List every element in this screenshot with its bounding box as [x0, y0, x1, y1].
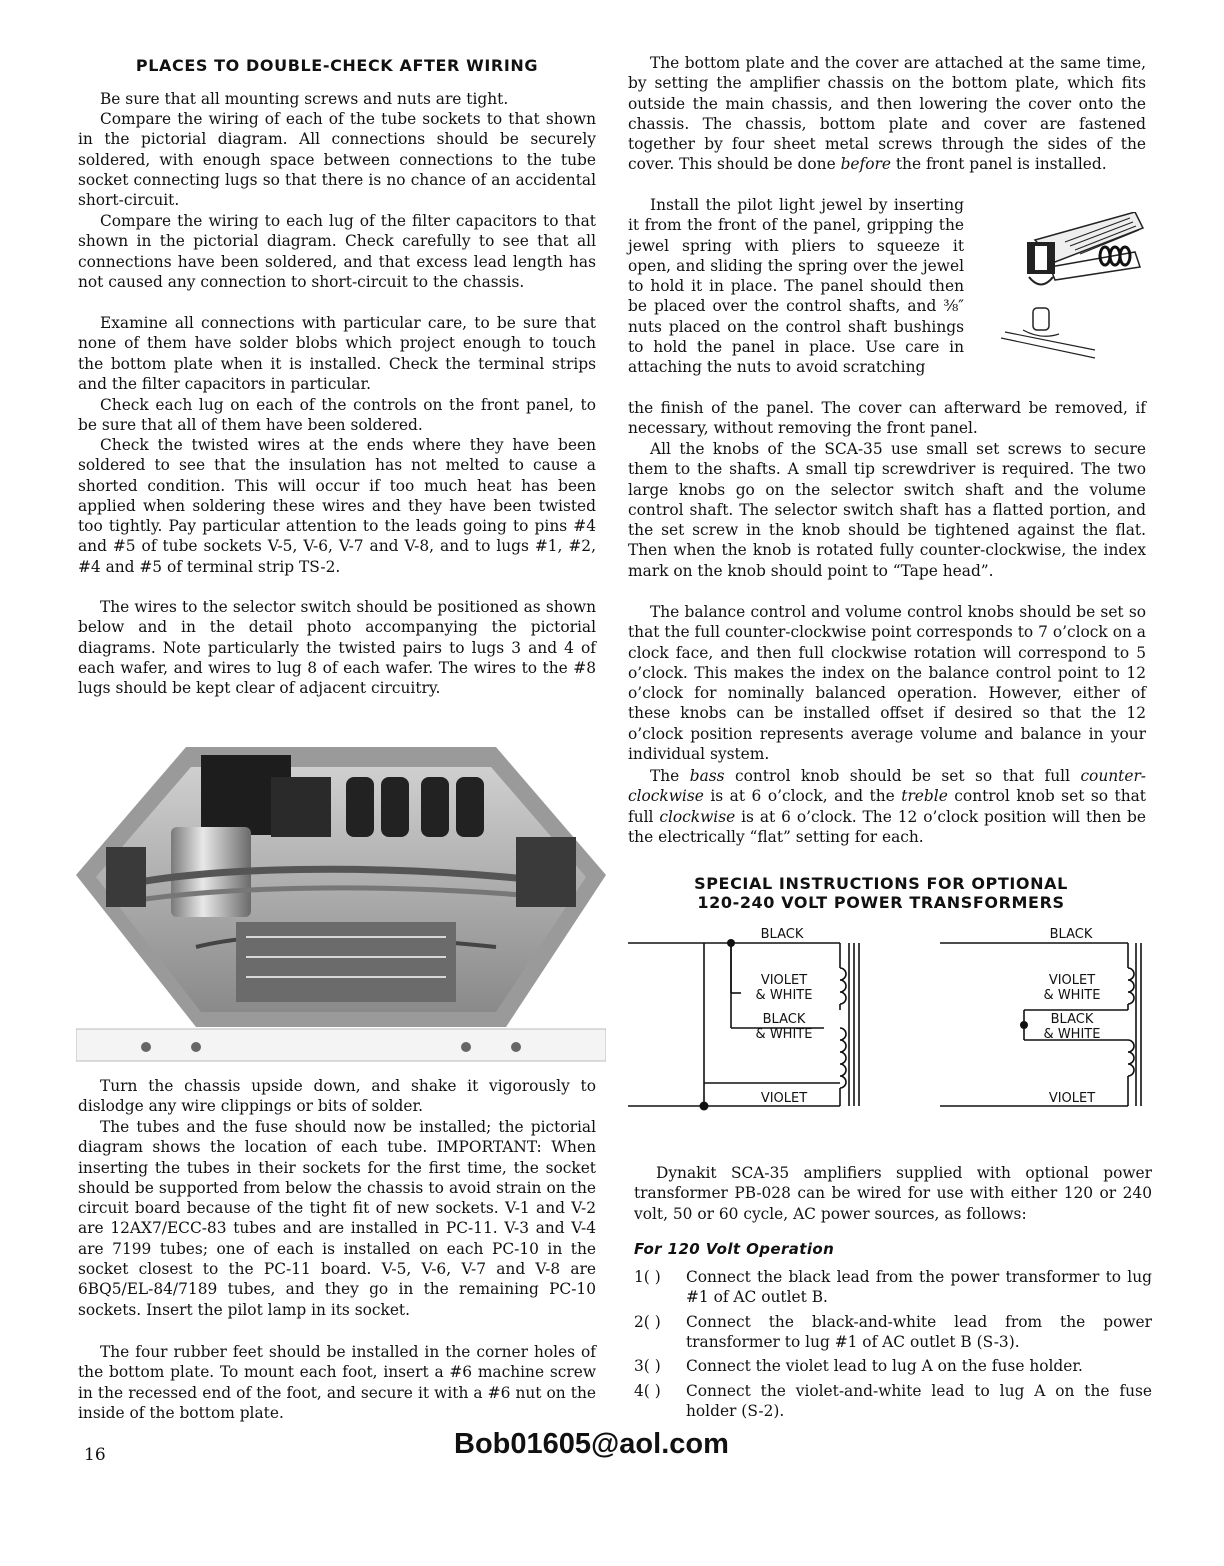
- transformer-schematic-240v: [936, 918, 1150, 1118]
- label-black-white-2: & WHITE: [1043, 1027, 1101, 1042]
- label-black-white-1: BLACK: [762, 1012, 806, 1027]
- paragraph: Examine all connections with particular care, to be sure that none of them have solder blobs which project enough to touch the bottom plate when it is installed. Check the terminal strips and the filter capacitors in particular.: [78, 314, 596, 393]
- section-heading: PLACES TO DOUBLE-CHECK AFTER WIRING: [135, 56, 539, 75]
- paragraph: The four rubber feet should be installed in the corner holes of the bottom plate. To mount each foot, insert a #6 machine screw in the recessed end of the foot, and secure it with a #6 nut on the inside of the bottom plate.: [78, 1343, 596, 1422]
- footer-email[interactable]: Bob01605@aol.com: [454, 1428, 729, 1460]
- label-black-white-2: & WHITE: [755, 1027, 813, 1042]
- emphasis: treble: [901, 787, 948, 806]
- step-checkbox[interactable]: 2( ): [634, 1313, 661, 1331]
- step-1: [634, 1267, 1152, 1308]
- step-text: Connect the violet-and-white lead to lug A on the fuse holder (S-2).: [686, 1382, 1152, 1421]
- paragraph: Check the twisted wires at the ends where they have been soldered to see that the insulation has not melted to cause a shorted condition. This will occur if too much heat has been applied when soldering these wires and they have been twisted too tightly. Pay particular attention to the leads going to pins #4 and #5 of tube sockets V-5, V-6, V-7 and V-8, and to lugs #1, #2, #4 and #5 of terminal strip TS-2.: [78, 436, 596, 576]
- paragraph-balance: The balance control and volume control knobs should be set so that the full counter-clockwise point corresponds to 7 o’clock on a clock face, and then full clockwise rotation will correspond to 5 o’clock. This makes the index on the balance control point to 12 o’clock for nominally balanced operation. However, either of these knobs can be installed offset if desired so that the 12 o’clock position represents average volume and balance in your individual system.: [628, 603, 1146, 764]
- text-run: is at 6 o’clock. The 12 o’clock position will then be the electrically “flat” setting for each.: [628, 807, 1146, 846]
- label-violet-white-1: VIOLET: [760, 973, 808, 988]
- step-checkbox[interactable]: 1( ): [634, 1268, 661, 1286]
- chassis-underside-photo: [76, 747, 606, 1065]
- label-violet-white-2: & WHITE: [755, 988, 813, 1003]
- label-black-white-1: BLACK: [1050, 1012, 1094, 1027]
- emphasis: bass: [689, 767, 725, 785]
- paragraph: Be sure that all mounting screws and nuts are tight.: [100, 90, 509, 108]
- paragraph: The tubes and the fuse should now be installed; the pictorial diagram shows the location of each tube. IMPORTANT: When inserting the tubes in their sockets for the first time, the socket should be supported from below the chassis to avoid strain on the circuit board because of the tight fit of new sockets. V-1 and V-2 are 12AX7/ECC-83 tubes and are installed in PC-11. V-3 and V-4 are 7199 tubes; one of each is installed on each PC-10 in the socket closest to the PC-11 board. V-5, V-6, V-7 and V-8 are 6BQ5/EL-84/7189 tubes, and they go in the remaining PC-10 sockets. Insert the pilot lamp in its socket.: [78, 1118, 596, 1319]
- text-run: is at 6 o’clock, and the: [703, 787, 902, 806]
- label-violet: VIOLET: [1048, 1091, 1096, 1106]
- step-4: [634, 1381, 1152, 1422]
- emphasis: before: [840, 155, 891, 174]
- label-black: BLACK: [760, 927, 804, 942]
- paragraph: Check each lug on each of the controls on the front panel, to be sure that all of them have been soldered.: [78, 396, 596, 435]
- page-number: 16: [84, 1445, 106, 1465]
- step-checkbox[interactable]: 4( ): [634, 1382, 661, 1400]
- paragraph: Compare the wiring of each of the tube sockets to that shown in the pictorial diagram. All connections should be securely soldered, with enough space between connections to the tube socket connecting lugs so that there is no chance of an accidental short-circuit.: [78, 110, 596, 210]
- paragraph: Compare the wiring to each lug of the filter capacitors to that shown in the pictorial diagram. Check carefully to see that all connections have been soldered, and that excess lead length has not caused any connection to short-circuit to the chassis.: [78, 212, 596, 291]
- subhead-120v: For 120 Volt Operation: [634, 1240, 835, 1258]
- step-text: Connect the black lead from the power transformer to lug #1 of AC outlet B.: [686, 1268, 1152, 1307]
- label-violet-white-2: & WHITE: [1043, 988, 1101, 1003]
- paragraph: Turn the chassis upside down, and shake it vigorously to dislodge any wire clippings or bits of solder.: [78, 1077, 596, 1116]
- paragraph-pilot-jewel-cont: the finish of the panel. The cover can afterward be removed, if necessary, without removing the front panel.: [628, 399, 1146, 438]
- step-text: Connect the violet lead to lug A on the fuse holder.: [686, 1357, 1083, 1375]
- text-run: control knob set so that full: [628, 787, 1146, 826]
- text-run: The: [650, 767, 690, 785]
- label-violet-white-1: VIOLET: [1048, 973, 1096, 988]
- step-3: [634, 1356, 1152, 1376]
- step-checkbox[interactable]: 3( ): [634, 1357, 661, 1375]
- emphasis: clockwise: [659, 807, 736, 826]
- paragraph-pilot-jewel: Install the pilot light jewel by inserting it from the front of the panel, gripping the jewel spring with pliers to squeeze it open, and sliding the spring over the jewel to hold it in place. The panel should then be placed over the control shafts, and ⅜″ nuts placed on the control shaft bushings to hold the panel in place. Use care in attaching the nuts to avoid scratching: [628, 196, 964, 377]
- paragraph: The wires to the selector switch should be positioned as shown below and in the detail photo accompanying the pictorial diagrams. Note particularly the twisted pairs to lugs 3 and 4 of each wafer, and wires to lug 8 of each wafer. The wires to the #8 lugs should be kept clear of adjacent circuitry.: [78, 598, 596, 698]
- step-text: Connect the black-and-white lead from the power transformer to lug #1 of AC outlet B (S-3).: [686, 1313, 1152, 1352]
- emphasis: counter-clockwise: [628, 767, 1146, 806]
- text-run: control knob should be set so that full: [724, 767, 1081, 785]
- paragraph-bass-treble: [628, 766, 1146, 847]
- paragraph-knobs: All the knobs of the SCA-35 use small set screws to secure them to the shafts. A small tip screwdriver is required. The two large knobs go on the selector switch shaft and the volume control shaft. The selector switch shaft has a flatted portion, and the set screw in the knob should be tightened against the flat. Then when the knob is rotated fully counter-clockwise, the index mark on the knob should point to “Tape head”.: [628, 440, 1146, 580]
- special-heading-line2: 120-240 VOLT POWER TRANSFORMERS: [697, 893, 1065, 912]
- transformer-schematic-120v: [624, 918, 874, 1118]
- paragraph-assembly: [628, 53, 1146, 175]
- label-black: BLACK: [1049, 927, 1093, 942]
- text-run: The bottom plate and the cover are attached at the same time, by setting the amplifier chassis on the bottom plate, which fits outside the main chassis, and then lowering the cover onto the chassis. The chassis, bottom plate and cover are fastened together by four sheet metal screws through the sides of the cover. This should be done: [628, 54, 1146, 174]
- pilot-jewel-illustration: [995, 212, 1145, 382]
- step-2: [634, 1312, 1152, 1353]
- text-run: the front panel is installed.: [890, 155, 1107, 174]
- label-violet: VIOLET: [760, 1091, 808, 1106]
- paragraph-dynakit: Dynakit SCA-35 amplifiers supplied with optional power transformer PB-028 can be wired for use with either 120 or 240 volt, 50 or 60 cycle, AC power sources, as follows:: [634, 1164, 1152, 1223]
- special-heading-line1: SPECIAL INSTRUCTIONS FOR OPTIONAL: [694, 874, 1068, 893]
